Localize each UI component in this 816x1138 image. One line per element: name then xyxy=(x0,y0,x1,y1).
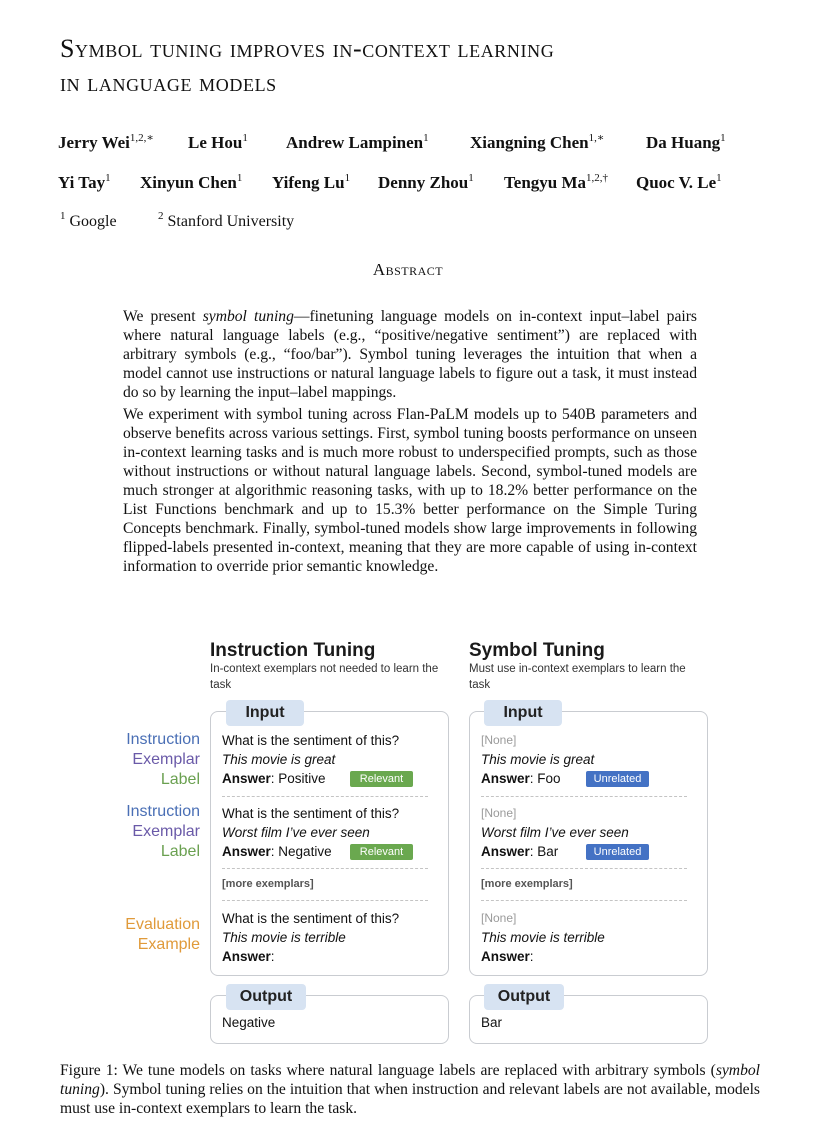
more-exemplars: [more exemplars] xyxy=(481,878,573,890)
relevant-badge: Relevant xyxy=(350,771,413,787)
exemplar-text: This movie is great xyxy=(222,752,336,767)
exemplar-answer: Answer: Negative xyxy=(222,844,332,859)
side-label-evaluation: Evaluation xyxy=(125,916,200,933)
output-tag: Output xyxy=(484,984,564,1010)
exemplar-instruction-none: [None] xyxy=(481,733,517,747)
abstract-heading: Abstract xyxy=(372,260,444,279)
author: Xinyun Chen$^1$ xyxy=(140,172,243,192)
side-label-exemplar: Exemplar xyxy=(132,823,200,840)
abstract-body xyxy=(123,307,697,579)
paper-title xyxy=(60,32,780,100)
eval-instruction: What is the sentiment of this? xyxy=(222,911,400,926)
side-label-exemplar: Exemplar xyxy=(132,751,200,768)
separator xyxy=(481,796,687,797)
exemplar-answer: Answer: Bar xyxy=(481,844,559,859)
instruction-tuning-title: Instruction Tuning xyxy=(210,640,376,661)
unrelated-badge: Unrelated xyxy=(586,844,649,860)
eval-instruction-none: [None] xyxy=(481,911,517,925)
abstract-paragraph-2: We experiment with symbol tuning across Flan-PaLM models up to 540B parameters and observe benefits across various settings. First, symbol tuning boosts performance on unseen in-context learning tasks and is much more robust to underspecified prompts, such as those without instructions or without natural language labels. Second, symbol-tuned models are much stronger at algorithmic reasoning tasks, with up to 18.2% better performance on the List Functions benchmark and up to 15.3% better performance on the Simple Turing Concepts benchmark. Finally, symbol-tuned models show large improvements in following flipped-labels presented in-context, meaning that they are more capable of using in-context information to override prior semantic knowledge. xyxy=(123,406,697,575)
author: Xiangning Chen$^{1,∗}$ xyxy=(470,132,605,152)
eval-text: This movie is terrible xyxy=(222,930,346,945)
side-label-instruction: Instruction xyxy=(126,803,200,820)
eval-text: This movie is terrible xyxy=(481,930,605,945)
author: Quoc V. Le$^1$ xyxy=(636,172,722,192)
title-line-2: in language models xyxy=(60,68,277,97)
abstract-paragraph-1: We present symbol tuning—finetuning language models on in-context input–label pairs where natural language labels (e.g., “positive/negative sentiment”) are replaced with arbitrary symbols (e.g., “foo/bar”). Symbol tuning leverages the intuition that when a model cannot use instructions or natural language labels to figure out a task, it must instead do so by learning the input–label mappings. xyxy=(123,308,697,401)
author: Andrew Lampinen$^1$ xyxy=(286,132,429,152)
output-tag: Output xyxy=(226,984,306,1010)
author: Jerry Wei$^{1,2,∗}$ xyxy=(58,132,154,152)
author: Tengyu $Ma^{1,2,\dagger}$ xyxy=(504,172,609,192)
affiliation: $^2$ Stanford University xyxy=(158,210,295,230)
separator xyxy=(481,868,687,869)
affiliation: $^1$ Google xyxy=(60,210,117,230)
unrelated-badge: Unrelated xyxy=(586,771,649,787)
input-tag: Input xyxy=(484,700,562,726)
instruction-tuning-subtitle: In-context exemplars not needed to learn the task xyxy=(210,663,439,691)
separator xyxy=(481,900,687,901)
exemplar-instruction-none: [None] xyxy=(481,806,517,820)
eval-answer: Answer: xyxy=(481,949,534,964)
eval-answer: Answer: xyxy=(222,949,275,964)
exemplar-answer: Answer: Positive xyxy=(222,771,326,786)
author: Da Huang$^1$ xyxy=(646,132,726,152)
symbol-tuning-title: Symbol Tuning xyxy=(469,640,605,661)
exemplar-text: Worst film I’ve ever seen xyxy=(222,825,370,840)
output-value: Negative xyxy=(222,1015,276,1030)
author: Le Hou$^1$ xyxy=(188,132,248,152)
side-label-example: Example xyxy=(137,936,200,953)
exemplar-answer: Answer: Foo xyxy=(481,771,561,786)
exemplar-text: This movie is great xyxy=(481,752,595,767)
exemplar-instruction: What is the sentiment of this? xyxy=(222,733,400,748)
author: Yi Tay$^1$ xyxy=(58,172,111,192)
more-exemplars: [more exemplars] xyxy=(222,878,314,890)
author: Denny Zhou$^1$ xyxy=(378,172,474,192)
side-label-label: Label xyxy=(160,843,200,860)
input-tag: Input xyxy=(226,700,304,726)
output-value: Bar xyxy=(481,1015,503,1030)
relevant-badge: Relevant xyxy=(350,844,413,860)
side-label-label: Label xyxy=(160,771,200,788)
exemplar-text: Worst film I’ve ever seen xyxy=(481,825,629,840)
separator xyxy=(222,868,428,869)
author: Yifeng Lu$^1$ xyxy=(272,172,351,192)
exemplar-instruction: What is the sentiment of this? xyxy=(222,806,400,821)
separator xyxy=(222,796,428,797)
title-line-1: Symbol tuning improves in-context learning xyxy=(60,34,555,63)
side-label-instruction: Instruction xyxy=(126,731,200,748)
figure-caption: Figure 1: We tune models on tasks where natural language labels are replaced with arbitrary symbols (symbol tuning). Symbol tuning relies on the intuition that when instruction and relevant labels are not available, models must use in-context exemplars to learn the task. xyxy=(60,1062,760,1117)
symbol-tuning-subtitle: Must use in-context exemplars to learn the task xyxy=(469,663,686,691)
separator xyxy=(222,900,428,901)
